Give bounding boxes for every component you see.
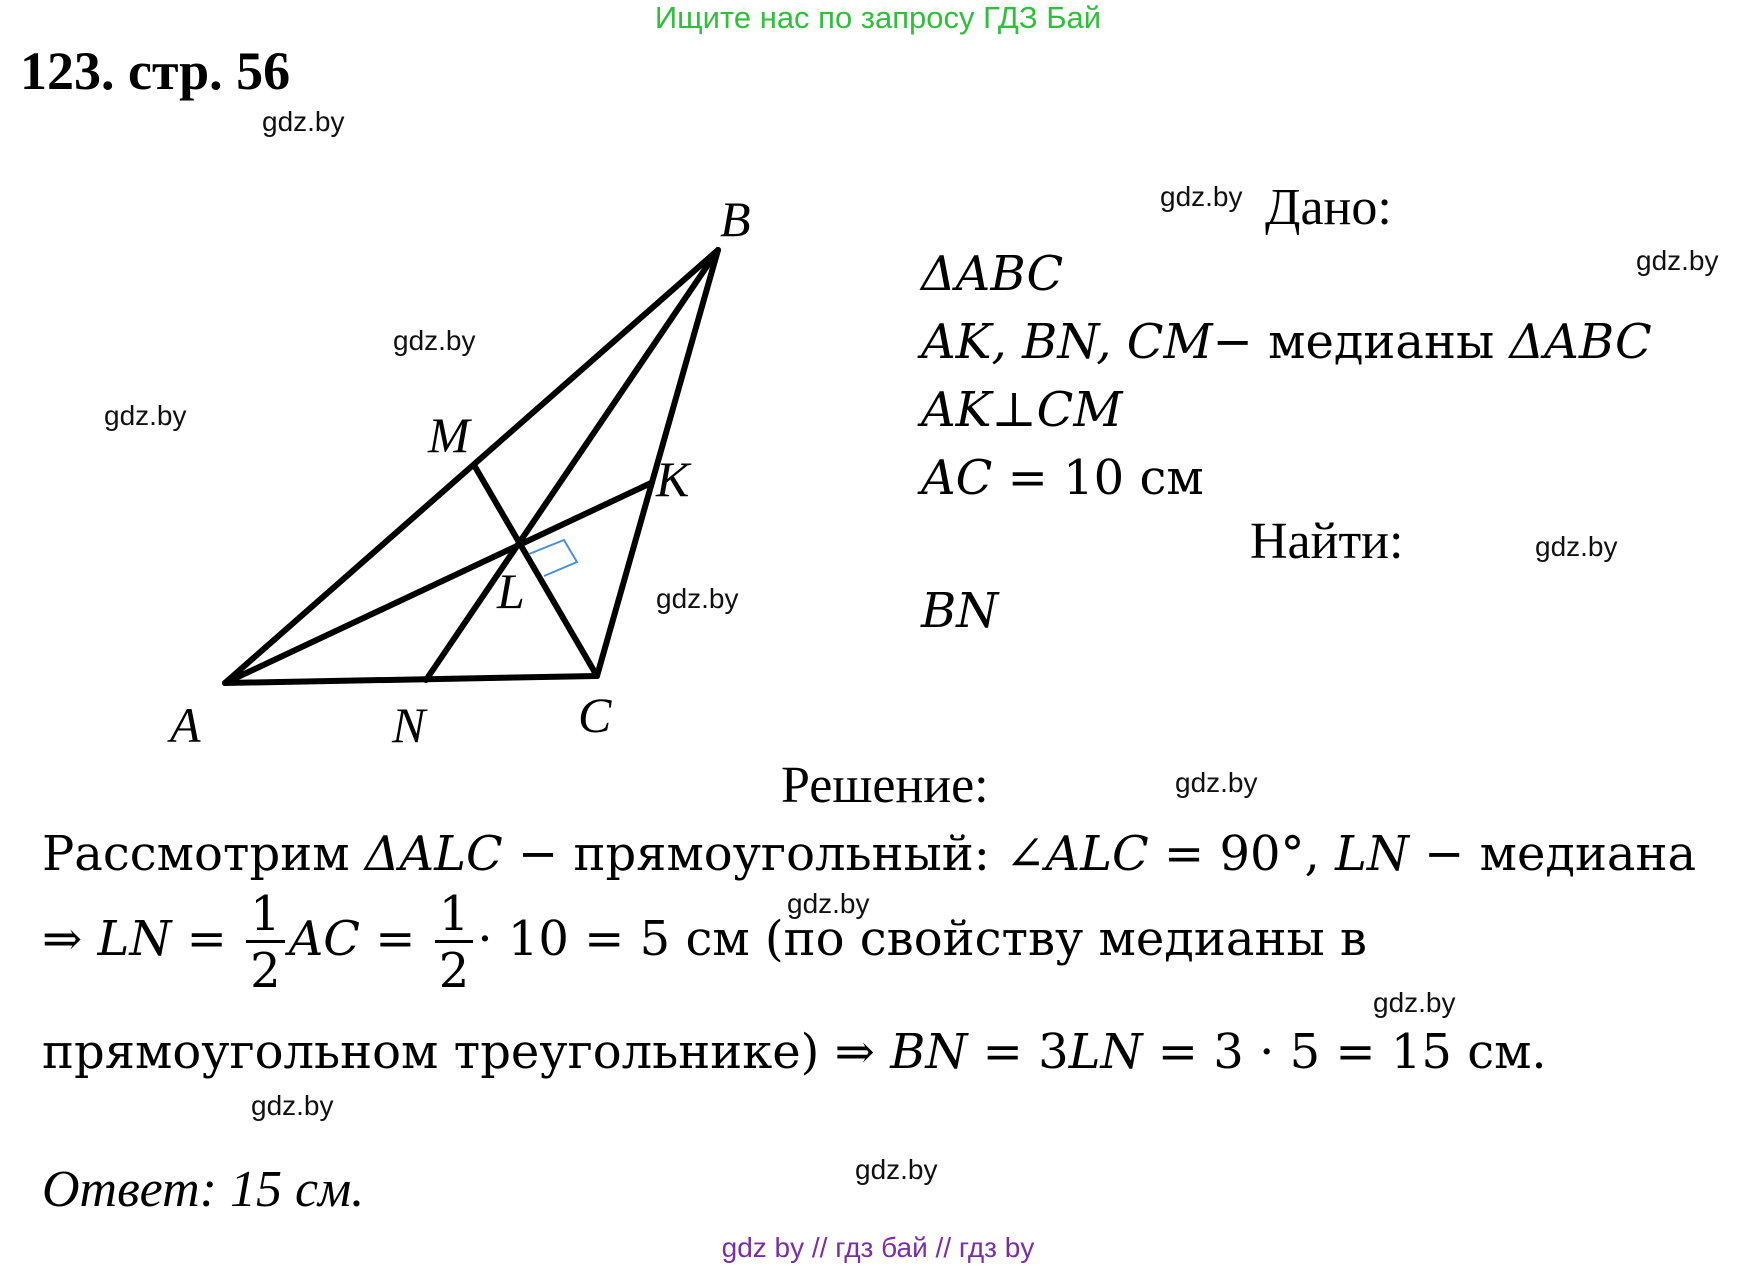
median-cm: [474, 465, 597, 676]
watermark: gdz.by: [1160, 181, 1243, 212]
label-l: L: [497, 563, 525, 619]
watermark: gdz.by: [1373, 987, 1456, 1018]
text: − прямоугольный:: [502, 826, 1006, 882]
label-n: N: [392, 697, 426, 753]
segment-ln: LN: [1068, 1024, 1143, 1080]
task-title: 123. стр. 56: [20, 41, 291, 101]
equals: =: [360, 911, 431, 967]
find-heading: Найти:: [1250, 513, 1404, 570]
fraction-half: [435, 886, 474, 999]
watermark: gdz.by: [104, 400, 187, 431]
label-c: C: [578, 687, 612, 743]
segment-bn: BN: [890, 1024, 968, 1080]
text: · 10 = 5 см (по свойству медианы в: [477, 911, 1367, 967]
label-a: A: [170, 697, 201, 753]
watermark: gdz.by: [656, 583, 739, 614]
angle-alc: ∠ALC: [1005, 826, 1149, 882]
solution-line-3: [42, 1024, 1547, 1080]
watermark: gdz.by: [1636, 245, 1719, 276]
solution-line-2: [42, 886, 1367, 999]
label-m: M: [428, 407, 470, 463]
text: = 90°,: [1148, 826, 1336, 882]
watermark: gdz.by: [855, 1154, 938, 1185]
label-k: K: [656, 451, 690, 507]
given-ac-var: AC: [921, 450, 993, 506]
fraction-denominator: 2: [250, 943, 281, 999]
text: прямоугольном треугольнике) ⇒: [42, 1024, 891, 1080]
segment-ln: LN: [97, 911, 172, 967]
segment-ac: AC: [288, 911, 361, 967]
watermark: gdz.by: [393, 325, 476, 356]
footer-links[interactable]: gdz by // гдз бай // гдз by: [721, 1232, 1035, 1263]
given-median-triangle: ΔABC: [1509, 314, 1652, 370]
top-banner[interactable]: Ищите нас по запросу ГДЗ Бай: [654, 0, 1102, 35]
segment-ln: LN: [1335, 826, 1409, 882]
given-medians: [921, 314, 1652, 370]
side-ac: [225, 676, 597, 683]
given-heading: Дано:: [1265, 179, 1392, 236]
find-value: BN: [921, 583, 999, 639]
solution-line-1: [42, 826, 1696, 882]
watermark: gdz.by: [251, 1090, 334, 1121]
watermark: gdz.by: [787, 888, 870, 919]
solution-heading: Решение:: [781, 757, 989, 814]
given-median-vars: AK, BN, CM: [921, 314, 1213, 370]
triangle-alc: ΔALC: [364, 826, 503, 882]
watermark: gdz.by: [1175, 767, 1258, 798]
text: − медиана: [1408, 826, 1697, 882]
fraction-denominator: 2: [438, 943, 470, 999]
given-triangle: ΔABC: [921, 246, 1064, 302]
given-ac-length: [921, 450, 1204, 506]
text: Рассмотрим: [42, 826, 365, 882]
watermark: gdz.by: [1535, 531, 1618, 562]
answer: Ответ: 15 см.: [42, 1161, 365, 1218]
given-median-text: − медианы: [1212, 314, 1510, 370]
fraction-half: [246, 886, 285, 999]
label-b: B: [720, 191, 751, 247]
given-perpendicular: AK⊥CM: [921, 382, 1123, 438]
fraction-numerator: 1: [246, 890, 285, 943]
text: = 3 · 5 = 15 см.: [1142, 1024, 1547, 1080]
median-ak: [225, 483, 651, 683]
fraction-numerator: 1: [435, 890, 474, 943]
text: = 3: [967, 1024, 1069, 1080]
equals: =: [171, 911, 243, 967]
triangle-figure: [0, 0, 800, 760]
given-ac-value: = 10 см: [992, 450, 1204, 506]
implies: ⇒: [42, 911, 98, 967]
watermark: gdz.by: [262, 106, 345, 137]
